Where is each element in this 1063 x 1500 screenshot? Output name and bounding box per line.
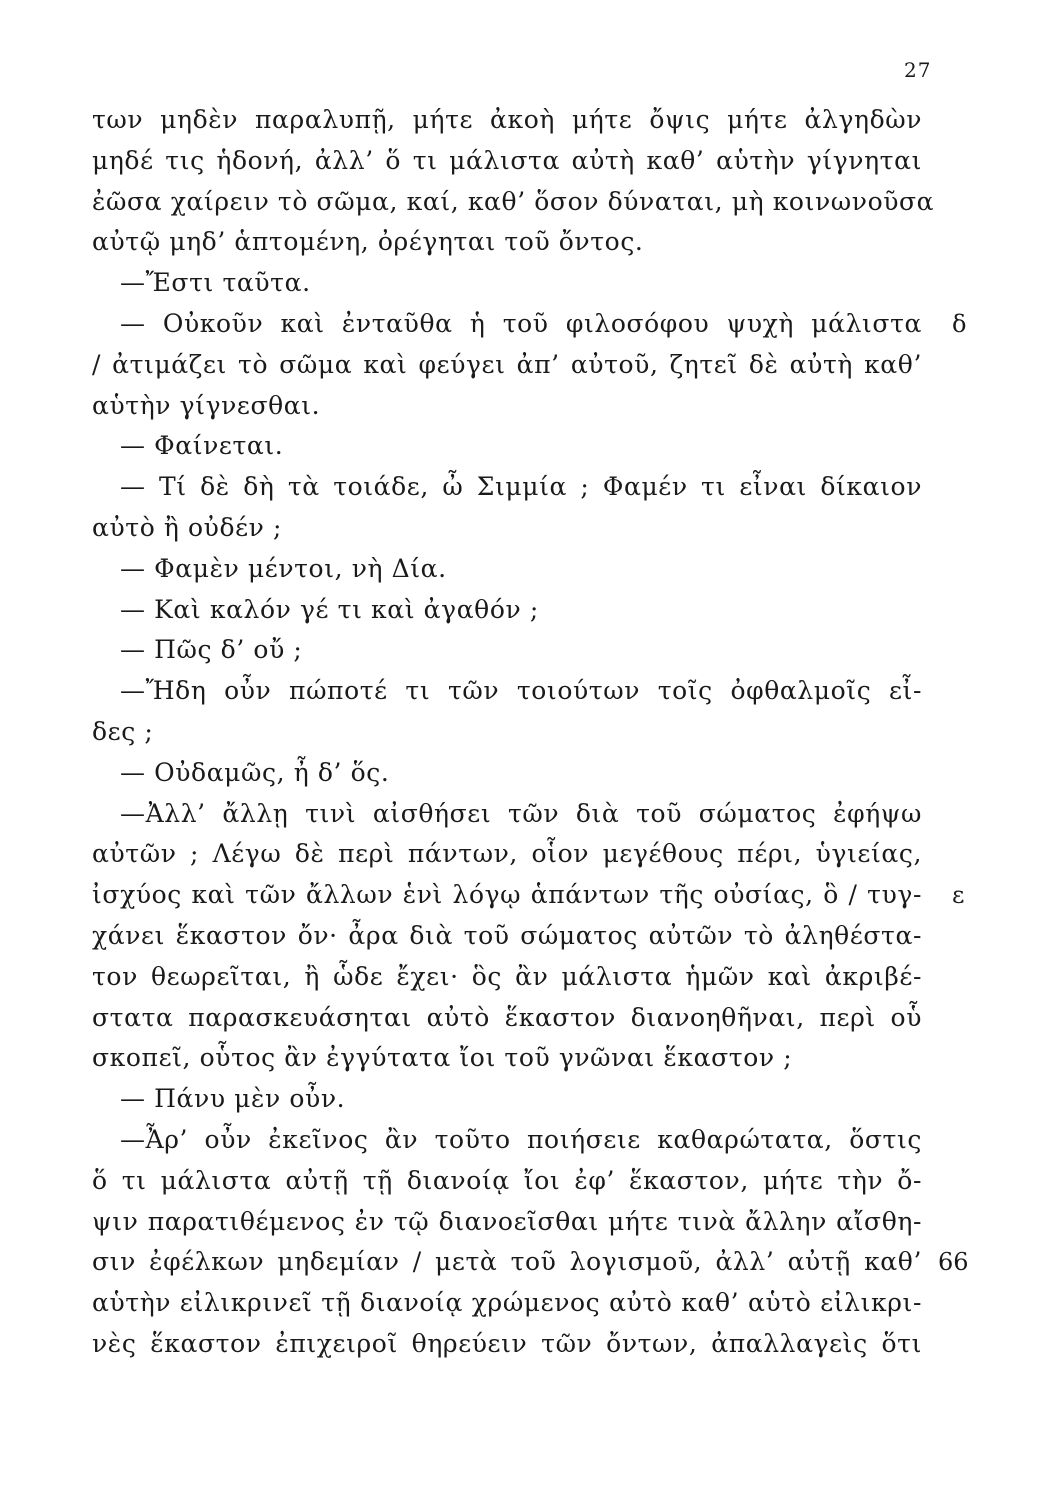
text-line: — Φαίνεται. — [120, 431, 284, 461]
text-line: αὐτῶν ; Λέγω δὲ περὶ πάντων, οἷον μεγέθους πέρι, ὑγιείας, — [92, 839, 922, 869]
text-line: / ἀτιμάζει τὸ σῶμα καὶ φεύγει ἀπ’ αὐτοῦ, ζητεῖ δὲ αὐτὴ καθ’ — [92, 349, 922, 379]
margin-reference: δ — [952, 310, 967, 338]
text-line: δες ; — [92, 716, 154, 746]
text-line: αὐτῷ μηδ’ ἁπτομένη, ὀρέγηται τοῦ ὄντος. — [92, 227, 644, 257]
text-line: ὅ τι μάλιστα αὐτῇ τῇ διανοίᾳ ἴοι ἐφ’ ἕκαστον, μήτε τὴν ὄ- — [92, 1165, 922, 1195]
text-line: μηδέ τις ἡδονή, ἀλλ’ ὅ τι μάλιστα αὐτὴ καθ’ αὑτὴν γίγνηται — [92, 145, 922, 175]
text-line: ἰσχύος καὶ τῶν ἄλλων ἑνὶ λόγῳ ἁπάντων τῆς οὐσίας, ὃ / τυγ- — [92, 880, 922, 910]
body-text — [92, 100, 935, 1365]
text-line: — Πάνυ μὲν οὖν. — [120, 1084, 346, 1114]
text-line: — Τί δὲ δὴ τὰ τοιάδε, ὦ Σιμμία ; Φαμέν τι εἶναι δίκαιον — [120, 472, 922, 502]
text-line: —Ἔστι ταῦτα. — [120, 268, 311, 298]
text-line: σκοπεῖ, οὗτος ἂν ἐγγύτατα ἴοι τοῦ γνῶναι ἕκαστον ; — [92, 1043, 793, 1073]
text-line: των μηδὲν παραλυπῇ, μήτε ἀκοὴ μήτε ὄψις μήτε ἀλγηδὼν — [92, 105, 922, 134]
text-line: — Φαμὲν μέντοι, νὴ Δία. — [120, 553, 447, 583]
text-line: αὑτὴν γίγνεσθαι. — [92, 390, 321, 420]
margin-reference: 66 — [938, 1248, 969, 1277]
text-line: —Ἤδη οὖν πώποτέ τι τῶν τοιούτων τοῖς ὀφθαλμοῖς εἶ- — [120, 676, 922, 706]
text-line: αὑτὴν εἰλικρινεῖ τῇ διανοίᾳ χρώμενος αὐτὸ καθ’ αὑτὸ εἰλικρι- — [92, 1288, 922, 1318]
text-line: σιν ἐφέλκων μηδεμίαν / μετὰ τοῦ λογισμοῦ, ἀλλ’ αὐτῇ καθ’ — [92, 1247, 922, 1277]
text-line: χάνει ἕκαστον ὄν· ἆρα διὰ τοῦ σώματος αὐτῶν τὸ ἀληθέστα- — [92, 920, 922, 950]
text-line: —Ἆρ’ οὖν ἐκεῖνος ἂν τοῦτο ποιήσειε καθαρώτατα, ὅστις — [120, 1124, 922, 1154]
text-line: νὲς ἕκαστον ἐπιχειροῖ θηρεύειν τῶν ὄντων, ἀπαλλαγεὶς ὅτι — [92, 1328, 922, 1358]
margin-reference: ε — [952, 881, 965, 910]
text-line: ψιν παρατιθέμενος ἐν τῷ διανοεῖσθαι μήτε τινὰ ἄλλην αἴσθη- — [92, 1206, 922, 1236]
text-line: — Πῶς δ’ οὔ ; — [120, 635, 303, 665]
text-line: —Ἀλλ’ ἄλλῃ τινὶ αἰσθήσει τῶν διὰ τοῦ σώματος ἐφήψω — [120, 798, 922, 828]
text-line: αὐτὸ ἢ οὐδέν ; — [92, 512, 283, 542]
text-line: τον θεωρεῖται, ἢ ὧδε ἔχει· ὃς ἂν μάλιστα ἡμῶν καὶ ἀκριβέ- — [92, 961, 922, 991]
text-line: — Οὐκοῦν καὶ ἐνταῦθα ἡ τοῦ φιλοσόφου ψυχὴ μάλιστα — [120, 308, 922, 338]
text-line: — Οὐδαμῶς, ἦ δ’ ὅς. — [120, 757, 390, 787]
text-line: — Καὶ καλόν γέ τι καὶ ἀγαθόν ; — [120, 594, 539, 624]
text-line: ἐῶσα χαίρειν τὸ σῶμα, καί, καθ’ ὅσον δύναται, μὴ κοινωνοῦσα — [92, 186, 935, 216]
text-line: στατα παρασκευάσηται αὐτὸ ἕκαστον διανοηθῆναι, περὶ οὗ — [92, 1002, 922, 1032]
page-number: 27 — [904, 58, 932, 82]
